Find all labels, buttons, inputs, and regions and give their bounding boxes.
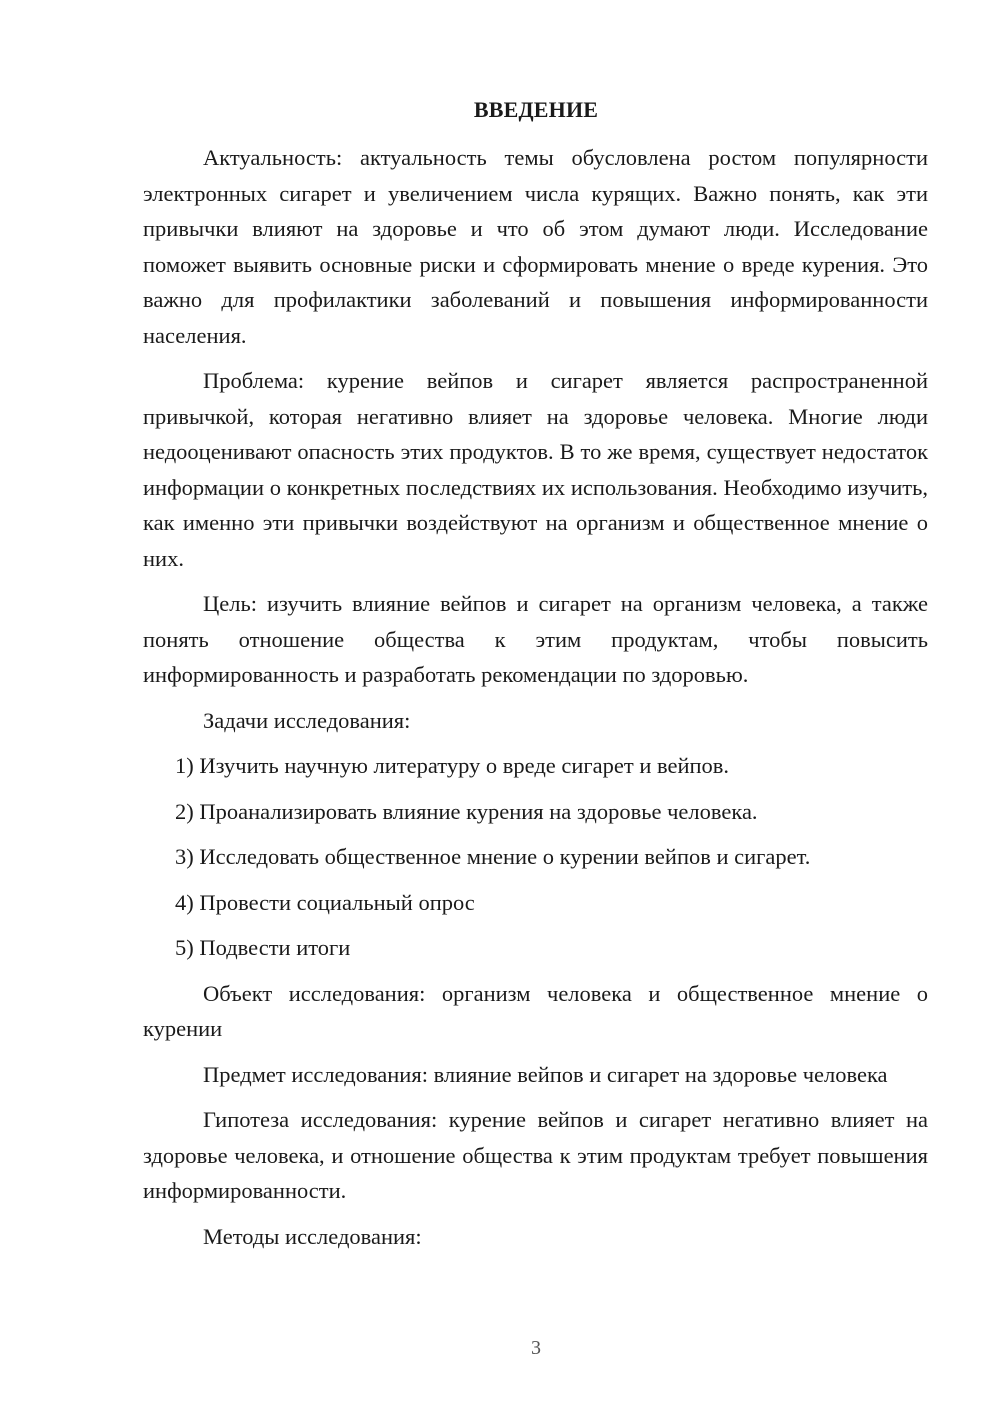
page-number: 3	[531, 1337, 541, 1359]
object-paragraph: Объект исследования: организм человека и общественное мнение о курении	[143, 980, 928, 1041]
task-item: 4) Провести социальный опрос	[175, 889, 475, 915]
task-item: 5) Подвести итоги	[175, 935, 351, 960]
section-heading: ВВЕДЕНИЕ	[473, 97, 599, 122]
relevance-paragraph: Актуальность: актуальность темы обусловлена ростом популярности электронных сигарет и увеличением числа курящих. Важно понять, как эти привычки влияют на здоровье и что об этом думают люди. Исследование поможет выявить основные риски и сформировать мнение о вреде курения. Это важно для профилактики заболеваний и повышения информированности населения.	[143, 145, 928, 348]
tasks-list	[143, 748, 928, 966]
task-item: 1) Изучить научную литературу о вреде сигарет и вейпов.	[175, 753, 730, 778]
tasks-title: Задачи исследования:	[203, 707, 411, 733]
document-body	[143, 140, 928, 1264]
problem-paragraph: Проблема: курение вейпов и сигарет является распространенной привычкой, которая негативно влияет на здоровье человека. Многие люди недооценивают опасность этих продуктов. В то же время, существует недостаток информации о конкретных последствиях их использования. Необходимо изучить, как именно эти привычки воздействуют на организм и общественное мнение о них.	[143, 368, 928, 571]
methods-title: Методы исследования:	[203, 1223, 422, 1249]
goal-paragraph: Цель: изучить влияние вейпов и сигарет на организм человека, а также понять отношение общества к этим продуктам, чтобы повысить информированность и разработать рекомендации по здоровью.	[143, 591, 928, 687]
hypothesis-paragraph: Гипотеза исследования: курение вейпов и сигарет негативно влияет на здоровье человека, и отношение общества к этим продуктам требует повышения информированности.	[143, 1107, 928, 1203]
task-item: 2) Проанализировать влияние курения на здоровье человека.	[175, 798, 758, 824]
subject-paragraph: Предмет исследования: влияние вейпов и сигарет на здоровье человека	[203, 1061, 888, 1087]
task-item: 3) Исследовать общественное мнение о курении вейпов и сигарет.	[175, 844, 811, 869]
